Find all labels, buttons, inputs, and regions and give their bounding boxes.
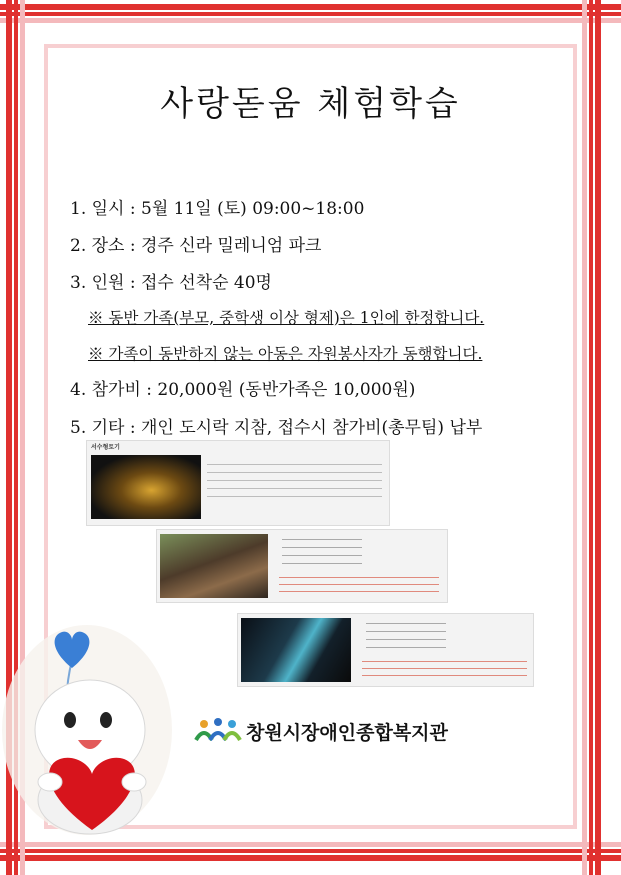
text-lines-3-red <box>362 658 527 680</box>
photo-panel-1 <box>86 440 390 526</box>
frame-right <box>580 0 606 875</box>
item-etc: 5. 기타 : 개인 도시락 지참, 접수시 참가비(총무팀) 납부 <box>70 418 483 438</box>
text-lines-2 <box>282 536 362 568</box>
text-lines-1 <box>207 461 382 501</box>
note-volunteer: ※ 가족이 동반하지 않는 아동은 자원봉사자가 동행합니다. <box>88 345 483 363</box>
panel-label: 서수형토기 <box>91 444 120 451</box>
item-date: 1. 일시 : 5월 11일 (토) 09:00~18:00 <box>70 199 365 219</box>
text-lines-2-red <box>279 574 439 596</box>
frame-top <box>0 0 621 26</box>
mascot-illustration <box>2 590 177 840</box>
page-title: 사랑돋움 체험학습 <box>160 84 461 124</box>
frame-bottom <box>0 840 621 866</box>
note-family: ※ 동반 가족(부모, 중학생 이상 형제)은 1인에 한정합니다. <box>88 309 485 327</box>
photo-panel-3 <box>237 613 534 687</box>
organization-name: 창원시장애인종합복지관 <box>246 722 448 744</box>
photo-pottery <box>91 455 201 519</box>
text-lines-3 <box>366 620 446 652</box>
logo-icon <box>194 716 242 744</box>
photo-show-outdoor <box>160 534 268 598</box>
photo-show-night <box>241 618 351 682</box>
item-fee: 4. 참가비 : 20,000원 (동반가족은 10,000원) <box>70 380 416 400</box>
item-place: 2. 장소 : 경주 신라 밀레니엄 파크 <box>70 236 322 256</box>
item-people: 3. 인원 : 접수 선착순 40명 <box>70 273 272 293</box>
photo-panel-2 <box>156 529 448 603</box>
